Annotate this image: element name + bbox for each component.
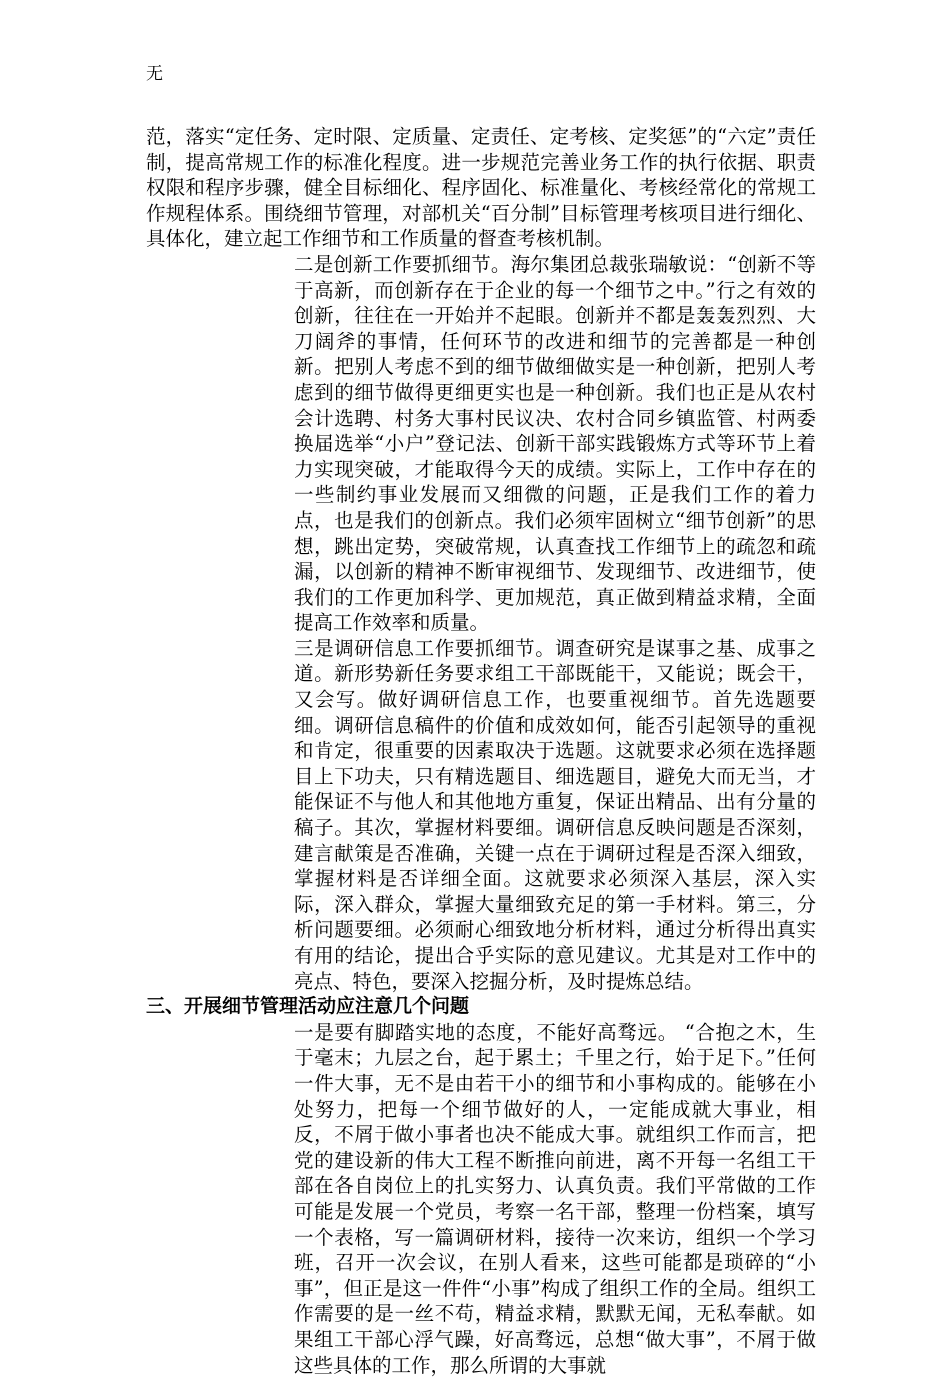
paragraph-research-details: 三是调研信息工作要抓细节。调查研究是谋事之基、成事之道。新形势新任务要求组工干部既能干，又能说；既会干，又会写。做好调研信息工作，也要重视细节。首先选题要细。调研信息稿件的价值和成效如何，能否引起领导的重视和肯定，很重要的因素取决于选题。这就要求必须在选择题目上下功夫，只有精选题目、细选题目，避免大而无当，才能保证不与他人和其他地方重复，保证出精品、出有分量的稿子。其次，掌握材料要细。调研信息反映问题是否深刻，建言献策是否准确，关键一点在于调研过程是否深入细致，掌握材料是否详细全面。这就要求必须深入基层，深入实际，深入群众，掌握大量细致充足的第一手材料。第三，分析问题要细。必须耐心细致地分析材料，通过分析得出真实有用的结论，提出合乎实际的意见建议。尤其是对工作中的亮点、特色，要深入挖掘分析，及时提炼总结。 — [294, 636, 816, 993]
paragraph-innovation-details: 二是创新工作要抓细节。海尔集团总裁张瑞敏说：“创新不等于高新，而创新存在于企业的每一个细节之中。”行之有效的创新，往往在一开始并不起眼。创新并不都是轰轰烈烈、大刀阔斧的事情，任何环节的改进和细节的完善都是一种创新。把别人考虑不到的细节做细做实是一种创新，把别人考虑到的细节做得更细更实也是一种创新。我们也正是从农村会计选聘、村务大事村民议决、农村合同乡镇监管、村两委换届选举“小户”登记法、创新干部实践锻炼方式等环节上着力实现突破，才能取得今天的成绩。实际上，工作中存在的一些制约事业发展而又细微的问题，正是我们工作的着力点，也是我们的创新点。我们必须牢固树立“细节创新”的思想，跳出定势，突破常规，认真查找工作细节上的疏忽和疏漏，以创新的精神不断审视细节、发现细节、改进细节，使我们的工作更加科学、更加规范，真正做到精益求精，全面提高工作效率和质量。 — [294, 252, 816, 635]
paragraph-intro-continuation: 范，落实“定任务、定时限、定质量、定责任、定考核、定奖惩”的“六定”责任制，提高常规工作的标准化程度。进一步规范完善业务工作的执行依据、职责权限和程序步骤，健全目标细化、程序固化、标准量化、考核经常化的常规工作规程体系。围绕细节管理，对部机关“百分制”目标管理考核项目进行细化、具体化，建立起工作细节和工作质量的督查考核机制。 — [146, 125, 816, 251]
document-body — [146, 124, 816, 1378]
section-heading-3: 三、开展细节管理活动应注意几个问题 — [146, 995, 470, 1018]
paragraph-down-to-earth: 一是要有脚踏实地的态度，不能好高骛远。 “合抱之木，生于毫末；九层之台，起于累土；千里之行，始于足下。”任何一件大事，无不是由若干小的细节和小事构成的。能够在小处努力，把每一个细节做好的人，一定能成就大事业，相反，不屑于做小事者也决不能成大事。就组织工作而言，把党的建设新的伟大工程不断推向前进，离不开每一名组工干部在各自岗位上的扎实努力、认真负责。我们平常做的工作可能是发展一个党员，考察一名干部，整理一份档案，填写一个表格，写一篇调研材料，接待一次来访，组织一个学习班，召开一次会议，在别人看来，这些可能都是琐碎的“小事”，但正是这一件件“小事”构成了组织工作的全局。组织工作需要的是一丝不苟，精益求精，默默无闻，无私奉献。如果组工干部心浮气躁，好高骛远，总想“做大事”，不屑于做这些具体的工作，那么所谓的大事就 — [294, 1020, 816, 1377]
page-header: 无 — [146, 64, 163, 84]
